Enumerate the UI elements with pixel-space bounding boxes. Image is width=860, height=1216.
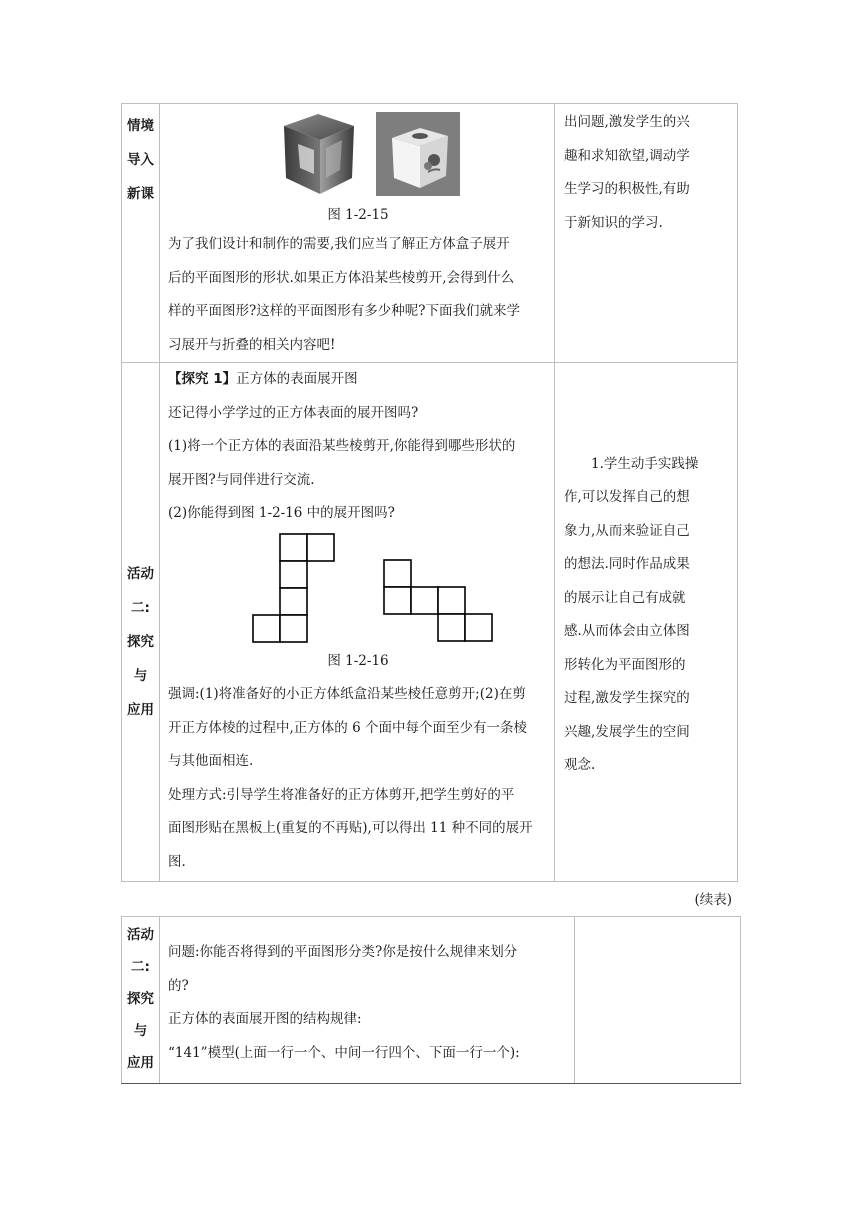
- row-label-line: 活动: [127, 927, 154, 943]
- rubik-style-cube-image: [274, 112, 358, 196]
- lesson-table-1: [121, 103, 738, 882]
- row-label-line: 二:: [131, 600, 150, 616]
- paragraph-line: 问题:你能否将得到的平面图形分类?你是按什么规律来划分: [168, 944, 518, 960]
- row-label-line: 导入: [127, 152, 154, 168]
- paragraph-line: 正方体的表面展开图的结构规律:: [168, 1011, 362, 1027]
- paragraph-line: 还记得小学学过的正方体表面的展开图吗?: [168, 404, 419, 421]
- row-label-line: 应用: [127, 1055, 154, 1071]
- paragraph-line: 强调:(1)将准备好的小正方体纸盒沿某些棱任意剪开;(2)在剪: [168, 686, 526, 702]
- figure-1-2-16: [168, 533, 548, 645]
- table-row: [122, 917, 741, 1084]
- paragraph-line: (2)你能得到图 1-2-16 中的展开图吗?: [168, 505, 395, 521]
- row-label-line: 应用: [127, 702, 154, 718]
- figure-caption: 图 1-2-16: [327, 652, 389, 669]
- paragraph-line: 的?: [168, 977, 189, 994]
- tissue-box-cube-image: [376, 112, 460, 196]
- paragraph-line: (1)将一个正方体的表面沿某些棱剪开,你能得到哪些形状的: [168, 438, 516, 454]
- paragraph-line: 后的平面图形的形状.如果正方体沿某些棱剪开,会得到什么: [168, 269, 515, 286]
- note-line: 的想法.同时作品成果: [564, 556, 690, 572]
- cube-net-right: [383, 559, 495, 645]
- paragraph-line: “141”模型(上面一行一个、中间一行四个、下面一行一个):: [168, 1044, 520, 1061]
- note-line: 生学习的积极性,有助: [564, 181, 690, 197]
- note-line: 作,可以发挥自己的想: [564, 489, 690, 505]
- row-label-cell: [122, 363, 160, 882]
- note-line: 1.学生动手实践操: [591, 455, 699, 472]
- content-cell: [160, 363, 555, 882]
- note-line: 于新知识的学习.: [564, 214, 663, 231]
- note-cell: [555, 104, 738, 363]
- heading-tag: 【探究 1】: [168, 371, 237, 387]
- paragraph-line: 展开图?与同伴进行交流.: [168, 471, 315, 488]
- content-cell: [160, 917, 575, 1084]
- row-label-cell: [122, 104, 160, 363]
- note-cell: [555, 363, 738, 882]
- paragraph-line: 开正方体棱的过程中,正方体的 6 个面中每个面至少有一条棱: [168, 719, 527, 736]
- row-label-line: 二:: [131, 959, 150, 975]
- figure-caption: 图 1-2-15: [327, 207, 389, 223]
- paragraph-line: 样的平面图形?这样的平面图形有多少种呢?下面我们就来学: [168, 303, 520, 319]
- content-cell: [160, 104, 555, 363]
- note-cell: [575, 917, 741, 1084]
- row-label-line: 探究: [127, 991, 154, 1007]
- continued-label: (续表): [694, 892, 732, 908]
- note-line: 观念.: [564, 757, 596, 773]
- note-line: 兴趣,发展学生的空间: [564, 723, 690, 740]
- paragraph-line: 面图形贴在黑板上(重复的不再贴),可以得出 11 种不同的展开: [168, 820, 533, 836]
- row-label-line: 新课: [127, 186, 154, 202]
- lesson-table-2: [121, 916, 741, 1084]
- note-line: 趣和求知欲望,调动学: [564, 147, 690, 164]
- note-line: 象力,从而来验证自己: [564, 522, 690, 539]
- row-label-line: 情境: [127, 118, 154, 134]
- paragraph-line: 为了我们设计和制作的需要,我们应当了解正方体盒子展开: [168, 236, 510, 252]
- paragraph-line: 与其他面相连.: [168, 753, 254, 769]
- heading-text: 正方体的表面展开图: [236, 371, 358, 387]
- note-line: 出问题,激发学生的兴: [564, 114, 690, 130]
- note-line: 感.从而体会由立体图: [564, 623, 690, 639]
- paragraph-line: 处理方式:引导学生将准备好的正方体剪开,把学生剪好的平: [168, 786, 515, 803]
- table-row: [122, 363, 738, 882]
- section-heading: [168, 363, 548, 397]
- row-label-line: 与: [133, 1023, 148, 1039]
- row-label-cell: [122, 917, 160, 1084]
- row-label-line: 探究: [127, 634, 154, 650]
- figure-1-2-15: [168, 112, 548, 200]
- note-line: 形转化为平面图形的: [564, 656, 686, 673]
- paragraph-line: 习展开与折叠的相关内容吧!: [168, 336, 336, 353]
- paragraph-line: 图.: [168, 853, 186, 870]
- row-label-line: 活动: [127, 566, 154, 582]
- row-label-line: 与: [133, 668, 148, 684]
- cube-net-left: [252, 533, 336, 645]
- table-row: [122, 104, 738, 363]
- note-line: 的展示让自己有成就: [564, 589, 686, 606]
- note-line: 过程,激发学生探究的: [564, 690, 690, 706]
